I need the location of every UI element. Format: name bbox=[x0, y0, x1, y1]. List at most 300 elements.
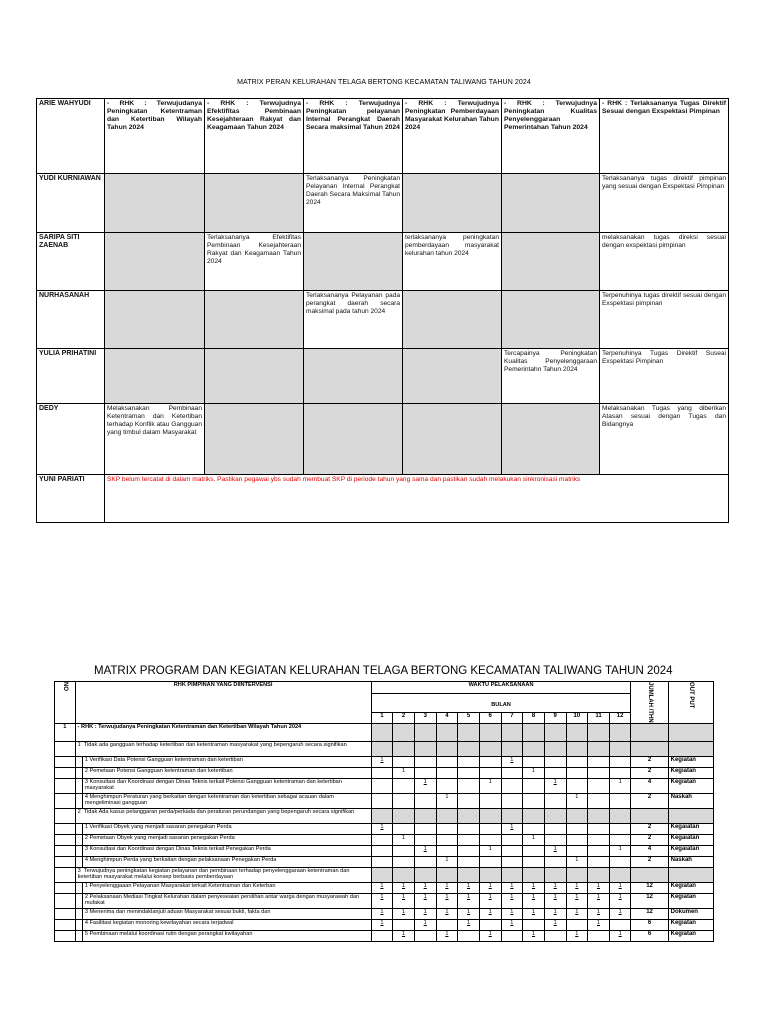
rhk-header-4: - RHK : Terwujudnya Peningkatan Pemberdayaan Masyarakat Kelurahan Tahun 2024 bbox=[403, 99, 502, 174]
month-mark bbox=[458, 823, 480, 834]
activity-label: 2 Pelaksanaan Mediasi Tingkat Kelurahan dalam penyeseaian perslihan antar warga dengan musyarawah dan mufakat bbox=[82, 893, 371, 908]
month-mark bbox=[566, 834, 588, 845]
group-row bbox=[55, 867, 714, 882]
table-row bbox=[55, 893, 714, 908]
table-row bbox=[55, 778, 714, 793]
total-count: 2 bbox=[631, 793, 668, 808]
month-mark bbox=[371, 793, 393, 808]
month-header: 3 bbox=[414, 712, 436, 723]
matrix-peran-title: MATRIX PERAN KELURAHAN TELAGA BERTONG KECAMATAN TALIWANG TAHUN 2024 bbox=[237, 79, 531, 86]
group-title-text: Tidak Ada kasus pelanggaran perda/perkada dan peraturan perundangan yang bepengaruh secara signifikan bbox=[83, 808, 355, 815]
month-mark bbox=[523, 756, 545, 767]
month-mark bbox=[393, 823, 415, 834]
month-mark bbox=[458, 856, 480, 867]
month-mark bbox=[414, 930, 436, 941]
matrix-cell bbox=[403, 404, 502, 475]
month-mark bbox=[458, 778, 480, 793]
month-mark: 1 bbox=[609, 893, 631, 908]
row-number-cell bbox=[55, 767, 76, 778]
month-mark bbox=[544, 856, 566, 867]
month-mark: 1 bbox=[436, 856, 458, 867]
matrix-cell: Terpenuhinya tugas direktif sesuai dengan Exspektasi pimpinan bbox=[600, 291, 729, 349]
employee-name: NURHASANAH bbox=[37, 291, 105, 349]
matrix-cell bbox=[502, 233, 600, 291]
group-title bbox=[75, 867, 371, 882]
row-number-cell bbox=[55, 856, 76, 867]
month-cell bbox=[393, 867, 415, 882]
output-type: Kegaiatan bbox=[668, 823, 713, 834]
activity-label: 4 Fasilitasi kegiatan monoring kewilayahan secara terjadwal bbox=[82, 919, 371, 930]
output-cell bbox=[668, 741, 713, 756]
activity-label: 2 Pemetaan Obyek yang menjadi sasaran penegakan Perda bbox=[82, 834, 371, 845]
month-mark bbox=[414, 767, 436, 778]
output-type: Kegiatan bbox=[668, 882, 713, 893]
matrix-peran-table bbox=[36, 98, 729, 523]
month-mark bbox=[414, 793, 436, 808]
matrix-cell bbox=[304, 404, 403, 475]
month-cell bbox=[479, 808, 501, 823]
month-mark: 1 bbox=[588, 893, 610, 908]
month-mark bbox=[609, 756, 631, 767]
month-mark bbox=[588, 756, 610, 767]
month-mark: 1 bbox=[523, 767, 545, 778]
month-mark: 1 bbox=[393, 930, 415, 941]
rhk-header-1: - RHK : Terwujudanya Peningkatan Ketentraman dan Ketertiban Wilayah Tahun 2024 bbox=[105, 99, 205, 174]
month-mark bbox=[479, 823, 501, 834]
table-row bbox=[55, 767, 714, 778]
month-mark bbox=[588, 856, 610, 867]
month-mark bbox=[609, 767, 631, 778]
indent-cell bbox=[75, 778, 82, 793]
table-row bbox=[55, 882, 714, 893]
total-count: 12 bbox=[631, 893, 668, 908]
month-mark bbox=[523, 856, 545, 867]
month-mark: 1 bbox=[371, 908, 393, 919]
output-type: Kegiatan bbox=[668, 919, 713, 930]
section-number: 1 bbox=[55, 723, 76, 741]
row-number-cell bbox=[55, 919, 76, 930]
matrix-cell bbox=[105, 174, 205, 233]
section-row bbox=[55, 723, 714, 741]
month-mark bbox=[371, 930, 393, 941]
group-number: 3 bbox=[77, 867, 81, 874]
table-row bbox=[37, 174, 729, 233]
month-mark: 1 bbox=[501, 908, 523, 919]
month-mark: 1 bbox=[414, 882, 436, 893]
month-cell bbox=[566, 867, 588, 882]
month-mark bbox=[371, 856, 393, 867]
month-mark: 1 bbox=[523, 834, 545, 845]
month-mark: 1 bbox=[479, 882, 501, 893]
month-mark: 1 bbox=[609, 845, 631, 856]
activity-label: 4 Menghimpun Perda yang berkaitan dengan pelaksanaan Penegakan Perda bbox=[82, 856, 371, 867]
month-mark bbox=[479, 793, 501, 808]
output-type: Kegiatan bbox=[668, 767, 713, 778]
month-mark: 1 bbox=[609, 778, 631, 793]
group-title bbox=[75, 741, 371, 756]
output-type: Naskah bbox=[668, 793, 713, 808]
month-cell bbox=[393, 808, 415, 823]
matrix-cell bbox=[105, 291, 205, 349]
month-mark: 1 bbox=[479, 930, 501, 941]
month-mark bbox=[393, 756, 415, 767]
matrix-cell bbox=[502, 174, 600, 233]
indent-cell bbox=[75, 919, 82, 930]
total-cell bbox=[631, 741, 668, 756]
month-cell bbox=[544, 741, 566, 756]
month-cell bbox=[609, 741, 631, 756]
month-mark bbox=[371, 834, 393, 845]
month-cell bbox=[544, 808, 566, 823]
month-mark: 1 bbox=[479, 845, 501, 856]
output-type: Kegaiatan bbox=[668, 834, 713, 845]
month-mark bbox=[523, 793, 545, 808]
month-mark bbox=[414, 756, 436, 767]
month-header: 7 bbox=[501, 712, 523, 723]
month-mark: 1 bbox=[501, 893, 523, 908]
row-number-cell bbox=[55, 808, 76, 823]
total-count: 4 bbox=[631, 845, 668, 856]
month-mark bbox=[566, 823, 588, 834]
output-header: OUT PUT bbox=[668, 682, 713, 724]
matrix-cell bbox=[205, 291, 304, 349]
total-count: 2 bbox=[631, 767, 668, 778]
bulan-header: BULAN bbox=[371, 694, 631, 713]
matrix-cell bbox=[502, 291, 600, 349]
total-cell bbox=[631, 867, 668, 882]
month-mark bbox=[566, 919, 588, 930]
month-cell bbox=[501, 867, 523, 882]
activity-label: 4 Menghimpun Peraturan yang berkaitan dengan ketentraman dan ketertiban sebagai acauan dalam mengeliminasi gangguan bbox=[82, 793, 371, 808]
matrix-cell bbox=[205, 349, 304, 404]
month-mark: 1 bbox=[414, 908, 436, 919]
month-mark: 1 bbox=[544, 893, 566, 908]
month-mark: 1 bbox=[371, 919, 393, 930]
indent-cell bbox=[75, 767, 82, 778]
month-mark bbox=[609, 834, 631, 845]
month-mark: 1 bbox=[523, 908, 545, 919]
month-mark bbox=[393, 793, 415, 808]
month-mark bbox=[371, 778, 393, 793]
month-cell bbox=[588, 867, 610, 882]
group-row bbox=[55, 741, 714, 756]
month-mark: 1 bbox=[436, 930, 458, 941]
month-cell bbox=[609, 867, 631, 882]
output-type: Dokumen bbox=[668, 908, 713, 919]
matrix-cell: Tercapainya Peningkatan Kualitas Penyelenggaraan Pemerintahn Tahun 2024 bbox=[502, 349, 600, 404]
table-row bbox=[37, 404, 729, 475]
month-mark bbox=[436, 834, 458, 845]
indent-cell bbox=[75, 908, 82, 919]
group-title bbox=[75, 808, 371, 823]
month-mark bbox=[501, 767, 523, 778]
month-mark bbox=[436, 767, 458, 778]
employee-name: YULIA PRIHATINI bbox=[37, 349, 105, 404]
section-title: - RHK : Terwujudanya Peningkatan Ketentraman dan Ketertiban Wilayah Tahun 2024 bbox=[75, 723, 371, 741]
activity-label: 3 Konsultasi dan Koordinasi dengan Dinas Teknis terkait Penegakan Perda bbox=[82, 845, 371, 856]
month-header: 11 bbox=[588, 712, 610, 723]
month-mark bbox=[544, 834, 566, 845]
month-mark bbox=[479, 767, 501, 778]
table-row bbox=[37, 233, 729, 291]
group-title-text: Terwujudnya peningkatan kegiatan pelayanan dan pembinaan terhadap penyelenggaraan ketentraman dan ketertiban masyarakat melalui konsep berbasis pemberdayaan bbox=[77, 867, 350, 881]
month-cell bbox=[501, 808, 523, 823]
month-cell bbox=[436, 808, 458, 823]
row-number-cell bbox=[55, 893, 76, 908]
month-mark: 1 bbox=[393, 834, 415, 845]
month-mark bbox=[393, 919, 415, 930]
month-mark bbox=[609, 856, 631, 867]
month-mark: 1 bbox=[393, 908, 415, 919]
table-row bbox=[55, 919, 714, 930]
month-mark bbox=[588, 823, 610, 834]
month-header: 10 bbox=[566, 712, 588, 723]
indent-cell bbox=[75, 756, 82, 767]
month-mark bbox=[544, 823, 566, 834]
row-number-cell bbox=[55, 834, 76, 845]
group-title-text: Tidak ada gangguan terhadap ketertiban dan ketentraman masyarakat yang bepengaruh secara signifikan bbox=[83, 741, 347, 748]
month-mark: 1 bbox=[523, 882, 545, 893]
month-mark bbox=[501, 834, 523, 845]
matrix-program-table bbox=[54, 681, 714, 942]
row-number-cell bbox=[55, 845, 76, 856]
matrix-cell bbox=[502, 404, 600, 475]
month-mark bbox=[501, 778, 523, 793]
header-name-cell: ARIE WAHYUDI bbox=[37, 99, 105, 174]
month-mark: 1 bbox=[566, 930, 588, 941]
month-mark bbox=[458, 767, 480, 778]
month-mark: 1 bbox=[371, 882, 393, 893]
month-cell bbox=[544, 867, 566, 882]
month-mark bbox=[523, 919, 545, 930]
row-number-cell bbox=[55, 793, 76, 808]
month-mark: 1 bbox=[588, 908, 610, 919]
month-mark bbox=[501, 856, 523, 867]
matrix-program-title: MATRIX PROGRAM DAN KEGIATAN KELURAHAN TELAGA BERTONG KECAMATAN TALIWANG TAHUN 2024 bbox=[94, 665, 673, 677]
month-mark bbox=[588, 845, 610, 856]
activity-label: 1 Penyelenggaaan Pelayanan Masyarakat terkait Ketentraman dan Keterban bbox=[82, 882, 371, 893]
month-mark: 1 bbox=[566, 882, 588, 893]
row-number-cell bbox=[55, 823, 76, 834]
month-mark: 1 bbox=[609, 882, 631, 893]
activity-label: 3 Konsultasi dan Koordinasi dengan Dinas Teknis terkait Potensi Gangguan ketentraman dan ketertiban masyarakat bbox=[82, 778, 371, 793]
indent-cell bbox=[75, 856, 82, 867]
month-mark bbox=[479, 834, 501, 845]
month-mark bbox=[566, 845, 588, 856]
month-mark bbox=[523, 845, 545, 856]
rhk-header-5: - RHK : Terwujudnya Peningkatan Kualitas Penyelenggaraan Pemerintahan Tahun 2024 bbox=[502, 99, 600, 174]
month-mark: 1 bbox=[393, 893, 415, 908]
month-mark bbox=[371, 845, 393, 856]
month-mark bbox=[436, 756, 458, 767]
month-mark bbox=[544, 930, 566, 941]
matrix-cell: Melaksanakan Pembinaan Ketentraman dan Ketertiban terhadap Konflik atau Gangguan yang timbul dalam Masyarakat bbox=[105, 404, 205, 475]
matrix-cell: Melaksanakan Tugas yang diberikan Atasan sesuai dengan Tugas dan Bidangnya bbox=[600, 404, 729, 475]
month-mark: 1 bbox=[588, 919, 610, 930]
month-header: 4 bbox=[436, 712, 458, 723]
employee-name: DEDY bbox=[37, 404, 105, 475]
month-cell bbox=[479, 741, 501, 756]
month-mark: 1 bbox=[458, 893, 480, 908]
rhk-header-2: - RHK : Terwujudnya Efektifitas Pembinaan Kesejahteraan Rakyat dan Keagamaan Tahun 2024 bbox=[205, 99, 304, 174]
total-count: 4 bbox=[631, 778, 668, 793]
month-cell bbox=[609, 808, 631, 823]
row-number-cell bbox=[55, 882, 76, 893]
month-mark bbox=[393, 778, 415, 793]
matrix-cell bbox=[205, 174, 304, 233]
matrix-cell: Terlaksananya Pelayanan pada perangkat daerah secara maksimal pada tahun 2024 bbox=[304, 291, 403, 349]
table-row bbox=[37, 291, 729, 349]
month-mark: 1 bbox=[436, 908, 458, 919]
month-mark bbox=[371, 767, 393, 778]
month-mark: 1 bbox=[414, 893, 436, 908]
month-mark: 1 bbox=[566, 893, 588, 908]
month-mark bbox=[544, 767, 566, 778]
matrix-cell bbox=[304, 349, 403, 404]
month-cell bbox=[458, 867, 480, 882]
month-cell bbox=[566, 808, 588, 823]
month-cell bbox=[371, 867, 393, 882]
month-header: 12 bbox=[609, 712, 631, 723]
total-count: 2 bbox=[631, 823, 668, 834]
month-mark: 1 bbox=[588, 882, 610, 893]
month-mark: 1 bbox=[414, 778, 436, 793]
month-mark bbox=[588, 834, 610, 845]
month-mark bbox=[436, 823, 458, 834]
table-row bbox=[55, 756, 714, 767]
matrix-cell bbox=[403, 291, 502, 349]
employee-name: SARIPA SITI ZAENAB bbox=[37, 233, 105, 291]
month-mark: 1 bbox=[458, 882, 480, 893]
month-cell bbox=[414, 808, 436, 823]
month-mark: 1 bbox=[479, 908, 501, 919]
month-mark bbox=[479, 756, 501, 767]
month-mark bbox=[458, 845, 480, 856]
month-cell bbox=[371, 741, 393, 756]
month-cell bbox=[458, 741, 480, 756]
month-mark bbox=[523, 823, 545, 834]
table-row bbox=[55, 930, 714, 941]
month-mark: 1 bbox=[544, 908, 566, 919]
matrix-cell: Terlaksananya Efektifitas Pembinaan Kesejahteraan Rakyat dan Keagamaan Tahun 2024 bbox=[205, 233, 304, 291]
month-mark bbox=[588, 767, 610, 778]
output-type: Kegiatan bbox=[668, 893, 713, 908]
output-type: Kegiatan bbox=[668, 930, 713, 941]
table-row bbox=[55, 908, 714, 919]
indent-cell bbox=[75, 834, 82, 845]
total-cell bbox=[631, 808, 668, 823]
month-cell bbox=[414, 867, 436, 882]
month-mark bbox=[566, 756, 588, 767]
rhk-header-3: - RHK : Terwujudnya Peningkatan pelayanan Internal Perangkat Daerah Secara maksimal Tahun 2024 bbox=[304, 99, 403, 174]
matrix-cell: Terpenuhinya Tugas Direktif Suseai Exspektasi Pimpinan bbox=[600, 349, 729, 404]
month-mark: 1 bbox=[371, 823, 393, 834]
indent-cell bbox=[75, 823, 82, 834]
month-cell bbox=[501, 741, 523, 756]
month-cell bbox=[588, 808, 610, 823]
month-mark bbox=[479, 856, 501, 867]
month-mark: 1 bbox=[544, 882, 566, 893]
month-mark bbox=[393, 856, 415, 867]
month-mark: 1 bbox=[436, 893, 458, 908]
total-count: 2 bbox=[631, 756, 668, 767]
output-type: Kegaiatan bbox=[668, 845, 713, 856]
month-mark bbox=[566, 767, 588, 778]
month-mark bbox=[414, 823, 436, 834]
month-mark: 1 bbox=[566, 856, 588, 867]
month-mark: 1 bbox=[609, 908, 631, 919]
matrix-cell: melaksanakan tugas direksi sesuai dengan exspektasi pimpinan bbox=[600, 233, 729, 291]
month-cell bbox=[436, 741, 458, 756]
activity-label: 1 Verifikasi Obyek yang menjadi sasaran penegakan Perda bbox=[82, 823, 371, 834]
row-number-cell bbox=[55, 908, 76, 919]
output-type: Kegiatan bbox=[668, 778, 713, 793]
month-cell bbox=[414, 741, 436, 756]
row-number-cell bbox=[55, 778, 76, 793]
month-mark: 1 bbox=[501, 882, 523, 893]
indent-cell bbox=[75, 845, 82, 856]
month-mark bbox=[588, 930, 610, 941]
month-mark: 1 bbox=[544, 845, 566, 856]
row-number-cell bbox=[55, 741, 76, 756]
total-count: 2 bbox=[631, 834, 668, 845]
total-count: 6 bbox=[631, 930, 668, 941]
table-row bbox=[55, 834, 714, 845]
month-mark: 1 bbox=[566, 908, 588, 919]
month-cell bbox=[588, 741, 610, 756]
month-header: 9 bbox=[544, 712, 566, 723]
employee-name: YUDI KURNIAWAN bbox=[37, 174, 105, 233]
month-cell bbox=[393, 741, 415, 756]
month-mark bbox=[501, 845, 523, 856]
month-cell bbox=[523, 867, 545, 882]
month-mark: 1 bbox=[393, 767, 415, 778]
month-mark bbox=[393, 845, 415, 856]
row-number-cell bbox=[55, 756, 76, 767]
month-cell bbox=[523, 808, 545, 823]
header-row bbox=[55, 682, 714, 694]
month-mark: 1 bbox=[479, 893, 501, 908]
row-number-cell bbox=[55, 867, 76, 882]
matrix-cell bbox=[105, 349, 205, 404]
table-row bbox=[55, 845, 714, 856]
month-mark: 1 bbox=[501, 823, 523, 834]
month-mark: 1 bbox=[544, 778, 566, 793]
month-mark bbox=[436, 845, 458, 856]
month-mark bbox=[609, 793, 631, 808]
header-row bbox=[37, 99, 729, 174]
month-mark: 1 bbox=[523, 893, 545, 908]
month-cell bbox=[523, 741, 545, 756]
month-mark bbox=[588, 793, 610, 808]
table-row bbox=[55, 823, 714, 834]
month-mark: 1 bbox=[393, 882, 415, 893]
month-header: 6 bbox=[479, 712, 501, 723]
table-row bbox=[37, 475, 729, 523]
month-mark bbox=[458, 930, 480, 941]
matrix-cell: Terlaksananya Peningkatan Pelayanan Internal Perangkat Daerah Secara Maksimal Tahun 2024 bbox=[304, 174, 403, 233]
month-mark bbox=[544, 756, 566, 767]
output-type: Naskah bbox=[668, 856, 713, 867]
table-row bbox=[37, 349, 729, 404]
matrix-cell bbox=[403, 174, 502, 233]
month-mark bbox=[458, 834, 480, 845]
month-mark: 1 bbox=[566, 793, 588, 808]
matrix-cell bbox=[403, 349, 502, 404]
month-header: 1 bbox=[371, 712, 393, 723]
indent-cell bbox=[75, 930, 82, 941]
row-number-cell bbox=[55, 930, 76, 941]
